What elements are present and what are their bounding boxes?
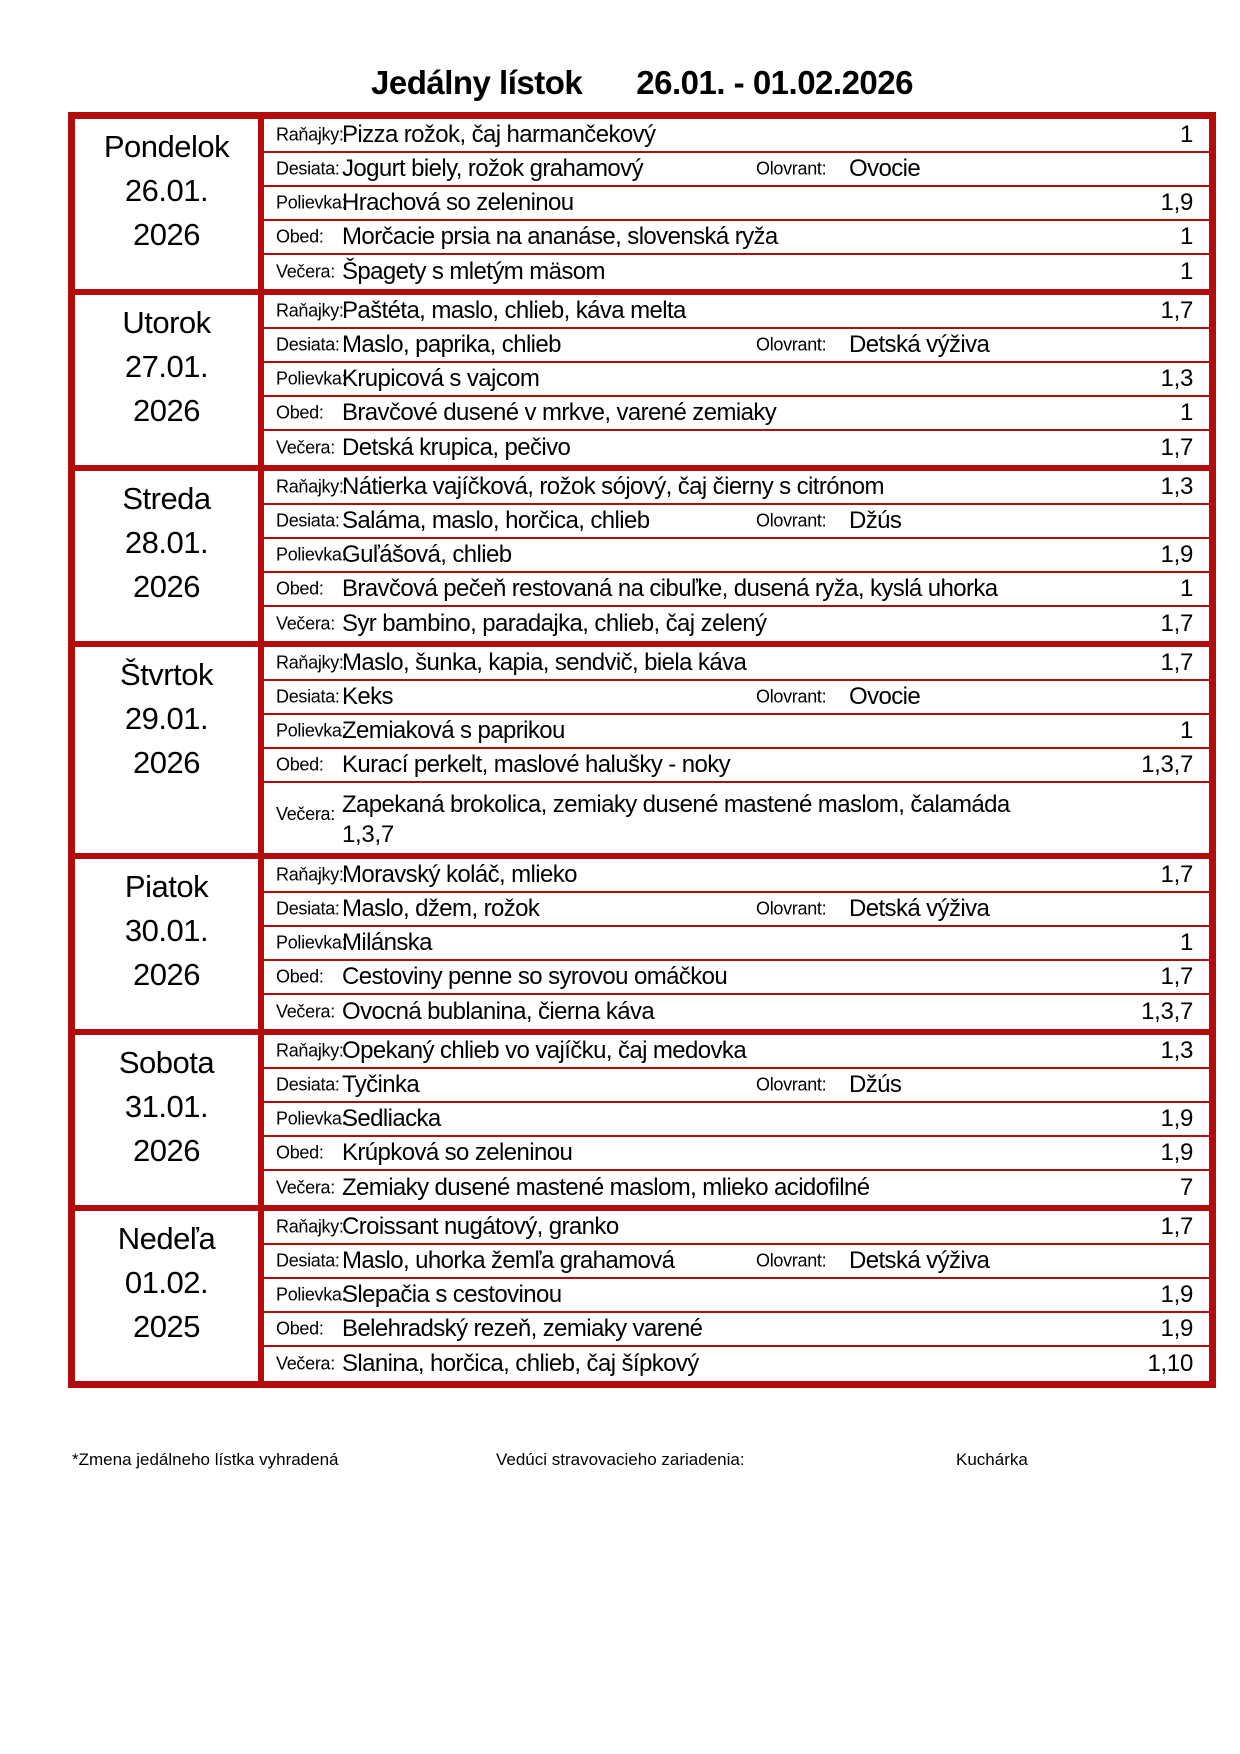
meal-row-lunch xyxy=(264,961,1209,995)
olovrant-label: Olovrant: xyxy=(756,898,827,919)
meal-description: Špagety s mletým mäsom xyxy=(342,258,605,285)
meal-row-breakfast xyxy=(264,471,1209,505)
meal-description: Kurací perkelt, maslové halušky - noky xyxy=(342,751,731,778)
meal-type-label: Polievka: xyxy=(276,720,347,741)
allergen-codes: 1,7 xyxy=(1160,649,1193,676)
olovrant-value: Detská výživa xyxy=(849,895,990,922)
meal-description: Nátierka vajíčková, rožok sójový, čaj čierny s citrónom xyxy=(342,473,884,500)
meal-rows xyxy=(264,859,1209,1029)
day-year: 2026 xyxy=(133,1133,200,1168)
allergen-codes: 1,3 xyxy=(1160,473,1193,500)
meal-type-label: Obed: xyxy=(276,226,324,247)
meal-row-lunch xyxy=(264,1313,1209,1347)
meal-description: Jogurt biely, rožok grahamový xyxy=(342,155,643,182)
meal-row-dinner xyxy=(264,431,1209,465)
meal-row-snack xyxy=(264,153,1209,187)
day-name: Piatok xyxy=(124,869,209,904)
day-block-thursday xyxy=(75,647,1209,859)
olovrant-value: Džús xyxy=(849,507,902,534)
meal-type-label: Večera: xyxy=(276,1353,335,1374)
footer-manager-label: Vedúci stravovacieho zariadenia: xyxy=(496,1450,745,1469)
meal-rows xyxy=(264,295,1209,465)
olovrant-label: Olovrant: xyxy=(756,1250,827,1271)
meal-row-soup xyxy=(264,715,1209,749)
meal-type-label: Desiata: xyxy=(276,334,340,355)
olovrant-label: Olovrant: xyxy=(756,158,827,179)
meal-row-snack xyxy=(264,681,1209,715)
meal-type-label: Raňajky: xyxy=(276,864,344,885)
meal-type-label: Raňajky: xyxy=(276,300,344,321)
day-block-sunday xyxy=(75,1211,1209,1381)
meal-row-soup xyxy=(264,927,1209,961)
allergen-codes: 7 xyxy=(1179,1174,1193,1201)
meal-row-lunch xyxy=(264,749,1209,783)
meal-type-label: Obed: xyxy=(276,966,324,987)
meal-type-label: Polievka: xyxy=(276,932,347,953)
olovrant-value: Ovocie xyxy=(849,683,921,710)
page-title xyxy=(68,64,1216,102)
meal-row-lunch xyxy=(264,573,1209,607)
meal-type-label: Polievka: xyxy=(276,368,347,389)
meal-description: Slepačia s cestovinou xyxy=(342,1281,562,1308)
meal-description: Opekaný chlieb vo vajíčku, čaj medovka xyxy=(342,1037,747,1064)
meal-description: Bravčová pečeň restovaná na cibuľke, dusená ryža, kyslá uhorka xyxy=(342,575,998,602)
meal-row-lunch xyxy=(264,397,1209,431)
meal-type-label: Raňajky: xyxy=(276,124,344,145)
meal-type-label: Desiata: xyxy=(276,158,340,179)
meal-row-snack xyxy=(264,329,1209,363)
meal-type-label: Večera: xyxy=(276,1177,335,1198)
meal-description: Slanina, horčica, chlieb, čaj šípkový xyxy=(342,1350,699,1377)
allergen-codes: 1,3,7 xyxy=(1141,751,1193,778)
meal-type-label: Večera: xyxy=(276,261,335,282)
day-name: Streda xyxy=(122,481,211,516)
meal-description: Maslo, šunka, kapia, sendvič, biela káva xyxy=(342,649,747,676)
day-name: Utorok xyxy=(122,305,211,340)
meal-row-lunch xyxy=(264,1137,1209,1171)
meal-rows xyxy=(264,1035,1209,1205)
olovrant-value: Detská výživa xyxy=(849,331,990,358)
day-date: 27.01. xyxy=(124,349,209,384)
meal-row-breakfast xyxy=(264,859,1209,893)
meal-description: Maslo, paprika, chlieb xyxy=(342,331,561,358)
day-block-wednesday xyxy=(75,471,1209,647)
meal-description: Zapekaná brokolica, zemiaky dusené mastené maslom, čalamáda xyxy=(342,791,1010,818)
allergen-codes: 1,3 xyxy=(1160,365,1193,392)
menu-date-range: 26.01. - 01.02.2026 xyxy=(636,64,913,101)
meal-description: Maslo, uhorka žemľa grahamová xyxy=(342,1247,675,1274)
meal-type-label: Obed: xyxy=(276,1142,324,1163)
meal-type-label: Večera: xyxy=(276,437,335,458)
day-date: 29.01. xyxy=(124,701,209,736)
meal-description: Zemiaky dusené mastené maslom, mlieko acidofilné xyxy=(342,1174,870,1201)
allergen-codes: 1,9 xyxy=(1160,1105,1193,1132)
meal-description: Ovocná bublanina, čierna káva xyxy=(342,998,655,1025)
day-year: 2026 xyxy=(133,957,200,992)
meal-row-soup xyxy=(264,363,1209,397)
menu-table xyxy=(68,112,1216,1388)
day-block-monday xyxy=(75,119,1209,295)
olovrant-label: Olovrant: xyxy=(756,1074,827,1095)
meal-row-snack xyxy=(264,1245,1209,1279)
meal-type-label: Raňajky: xyxy=(276,652,344,673)
allergen-codes: 1,7 xyxy=(1160,963,1193,990)
meal-row-snack xyxy=(264,505,1209,539)
meal-description: Saláma, maslo, horčica, chlieb xyxy=(342,507,650,534)
day-name: Štvrtok xyxy=(120,657,213,692)
meal-row-soup xyxy=(264,539,1209,573)
meal-type-label: Večera: xyxy=(276,613,335,634)
meal-row-breakfast xyxy=(264,647,1209,681)
day-block-friday xyxy=(75,859,1209,1035)
meal-description: Syr bambino, paradajka, chlieb, čaj zelený xyxy=(342,610,767,637)
meal-description: Zemiaková s paprikou xyxy=(342,717,565,744)
meal-row-breakfast xyxy=(264,295,1209,329)
day-block-saturday xyxy=(75,1035,1209,1211)
meal-row-dinner xyxy=(264,1347,1209,1381)
meal-row-lunch xyxy=(264,221,1209,255)
day-name: Pondelok xyxy=(103,129,230,164)
meal-type-label: Obed: xyxy=(276,578,324,599)
allergen-codes: 1,7 xyxy=(1160,861,1193,888)
allergen-codes: 1,7 xyxy=(1160,297,1193,324)
meal-description: Cestoviny penne so syrovou omáčkou xyxy=(342,963,728,990)
meal-description: Guľášová, chlieb xyxy=(342,541,512,568)
meal-type-label: Obed: xyxy=(276,754,324,775)
meal-rows xyxy=(264,471,1209,641)
day-cell xyxy=(75,859,264,1029)
meal-description: Belehradský rezeň, zemiaky varené xyxy=(342,1315,703,1342)
meal-description: Krupicová s vajcom xyxy=(342,365,540,392)
olovrant-label: Olovrant: xyxy=(756,686,827,707)
meal-type-label: Desiata: xyxy=(276,1074,340,1095)
meal-row-breakfast xyxy=(264,1035,1209,1069)
meal-row-dinner xyxy=(264,255,1209,289)
menu-title: Jedálny lístok xyxy=(370,64,583,101)
day-date: 28.01. xyxy=(124,525,209,560)
day-name: Sobota xyxy=(118,1045,215,1080)
olovrant-value: Ovocie xyxy=(849,155,921,182)
meal-type-label: Polievka: xyxy=(276,192,347,213)
meal-type-label: Večera: xyxy=(276,1001,335,1022)
allergen-codes: 1,3,7 xyxy=(1141,998,1193,1025)
olovrant-label: Olovrant: xyxy=(756,334,827,355)
day-year: 2025 xyxy=(133,1309,200,1344)
meal-type-label: Obed: xyxy=(276,402,324,423)
day-name: Nedeľa xyxy=(117,1221,216,1256)
meal-type-label: Desiata: xyxy=(276,898,340,919)
allergen-codes: 1 xyxy=(1179,258,1193,285)
meal-type-label: Desiata: xyxy=(276,510,340,531)
meal-description: Keks xyxy=(342,683,393,710)
day-date: 26.01. xyxy=(124,173,209,208)
day-block-tuesday xyxy=(75,295,1209,471)
allergen-codes: 1,7 xyxy=(1160,610,1193,637)
meal-row-dinner xyxy=(264,1171,1209,1205)
olovrant-label: Olovrant: xyxy=(756,510,827,531)
meal-row-dinner xyxy=(264,607,1209,641)
meal-row-breakfast xyxy=(264,1211,1209,1245)
allergen-codes: 1,9 xyxy=(1160,1315,1193,1342)
meal-row-soup xyxy=(264,1103,1209,1137)
day-year: 2026 xyxy=(133,393,200,428)
meal-row-dinner xyxy=(264,995,1209,1029)
meal-type-label: Raňajky: xyxy=(276,1216,344,1237)
meal-type-label: Obed: xyxy=(276,1318,324,1339)
meal-type-label: Raňajky: xyxy=(276,476,344,497)
meal-description: Pizza rožok, čaj harmančekový xyxy=(342,121,656,148)
day-cell xyxy=(75,295,264,465)
day-cell xyxy=(75,1035,264,1205)
allergen-codes: 1,9 xyxy=(1160,541,1193,568)
day-year: 2026 xyxy=(133,569,200,604)
allergen-codes: 1,3 xyxy=(1160,1037,1193,1064)
allergen-codes: 1,9 xyxy=(1160,189,1193,216)
meal-type-label: Večera: xyxy=(276,804,335,824)
day-year: 2026 xyxy=(133,217,200,252)
day-date: 30.01. xyxy=(124,913,209,948)
meal-description: Krúpková so zeleninou xyxy=(342,1139,573,1166)
meal-rows xyxy=(264,647,1209,853)
page-footer xyxy=(0,1450,1240,1480)
meal-type-label: Polievka: xyxy=(276,544,347,565)
allergen-codes: 1,10 xyxy=(1147,1350,1193,1377)
meal-row-snack xyxy=(264,893,1209,927)
day-date: 31.01. xyxy=(124,1089,209,1124)
meal-row-snack xyxy=(264,1069,1209,1103)
meal-rows xyxy=(264,119,1209,289)
meal-description: Hrachová so zeleninou xyxy=(342,189,574,216)
allergen-codes: 1,7 xyxy=(1160,1213,1193,1240)
olovrant-value: Džús xyxy=(849,1071,902,1098)
allergen-codes: 1,9 xyxy=(1160,1139,1193,1166)
meal-type-label: Desiata: xyxy=(276,686,340,707)
allergen-codes: 1 xyxy=(1179,223,1193,250)
day-cell xyxy=(75,647,264,853)
olovrant-value: Detská výživa xyxy=(849,1247,990,1274)
meal-description: Morčacie prsia na ananáse, slovenská ryža xyxy=(342,223,778,250)
meal-type-label: Polievka: xyxy=(276,1284,347,1305)
meal-description: Bravčové dusené v mrkve, varené zemiaky xyxy=(342,399,777,426)
day-cell xyxy=(75,471,264,641)
allergen-codes: 1 xyxy=(1179,121,1193,148)
meal-type-label: Desiata: xyxy=(276,1250,340,1271)
allergen-codes: 1 xyxy=(1179,929,1193,956)
day-cell xyxy=(75,1211,264,1381)
meal-description: Sedliacka xyxy=(342,1105,441,1132)
day-cell xyxy=(75,119,264,289)
allergen-codes: 1,9 xyxy=(1160,1281,1193,1308)
allergen-codes: 1,3,7 xyxy=(342,821,394,848)
meal-type-label: Polievka: xyxy=(276,1108,347,1129)
meal-description: Tyčinka xyxy=(342,1071,420,1098)
meal-row-dinner xyxy=(264,783,1209,853)
meal-row-soup xyxy=(264,187,1209,221)
meal-row-soup xyxy=(264,1279,1209,1313)
meal-description: Detská krupica, pečivo xyxy=(342,434,571,461)
meal-description: Paštéta, maslo, chlieb, káva melta xyxy=(342,297,686,324)
meal-type-label: Raňajky: xyxy=(276,1040,344,1061)
footer-cook-label: Kuchárka xyxy=(956,1450,1028,1469)
day-date: 01.02. xyxy=(124,1265,209,1300)
meal-rows xyxy=(264,1211,1209,1381)
meal-description: Maslo, džem, rožok xyxy=(342,895,540,922)
meal-description: Milánska xyxy=(342,929,432,956)
allergen-codes: 1 xyxy=(1179,399,1193,426)
allergen-codes: 1,7 xyxy=(1160,434,1193,461)
meal-description: Croissant nugátový, granko xyxy=(342,1213,619,1240)
allergen-codes: 1 xyxy=(1179,575,1193,602)
meal-row-breakfast xyxy=(264,119,1209,153)
footer-change-note: *Zmena jedálneho lístka vyhradená xyxy=(72,1450,339,1469)
allergen-codes: 1 xyxy=(1179,717,1193,744)
meal-description: Moravský koláč, mlieko xyxy=(342,861,577,888)
day-year: 2026 xyxy=(133,745,200,780)
